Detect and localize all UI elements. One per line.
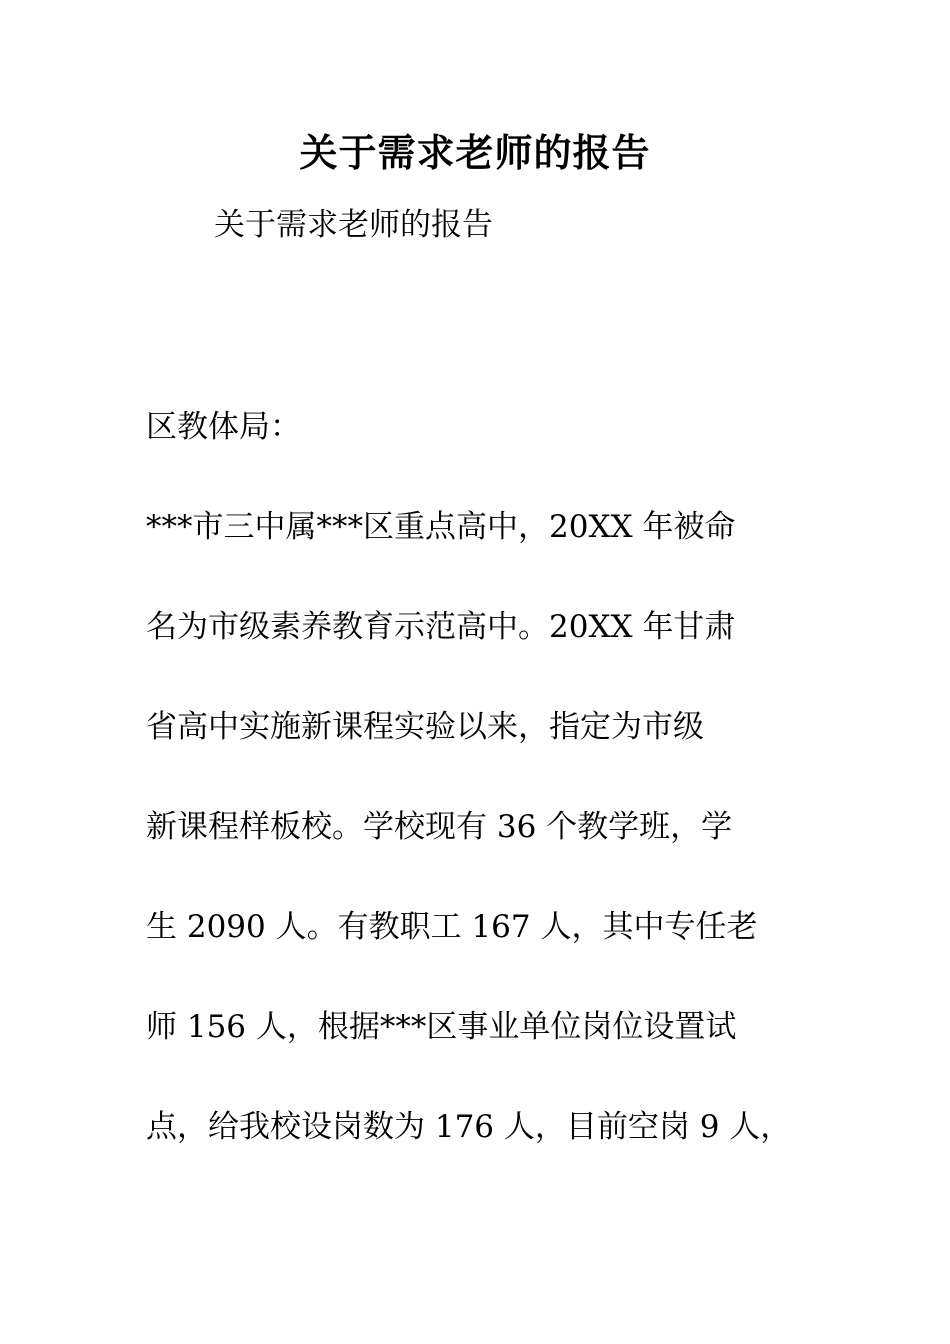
document-title: 关于需求老师的报告 <box>299 130 651 175</box>
salutation: 区教体局： <box>146 409 301 445</box>
body-line: 新课程样板校。学校现有 36 个教学班，学 <box>146 809 733 845</box>
body-line: 点，给我校设岗数为 176 人，目前空岗 9 人， <box>146 1109 792 1145</box>
body-line: 生 2090 人。有教职工 167 人，其中专任老 <box>146 909 758 945</box>
body-line: ***市三中属***区重点高中，20XX 年被命 <box>146 509 736 545</box>
body-line: 省高中实施新课程实验以来，指定为市级 <box>146 709 704 745</box>
body-line: 名为市级素养教育示范高中。20XX 年甘肃 <box>146 609 736 645</box>
document-subtitle: 关于需求老师的报告 <box>214 207 493 243</box>
body-line: 师 156 人，根据***区事业单位岗位设置试 <box>146 1009 737 1045</box>
